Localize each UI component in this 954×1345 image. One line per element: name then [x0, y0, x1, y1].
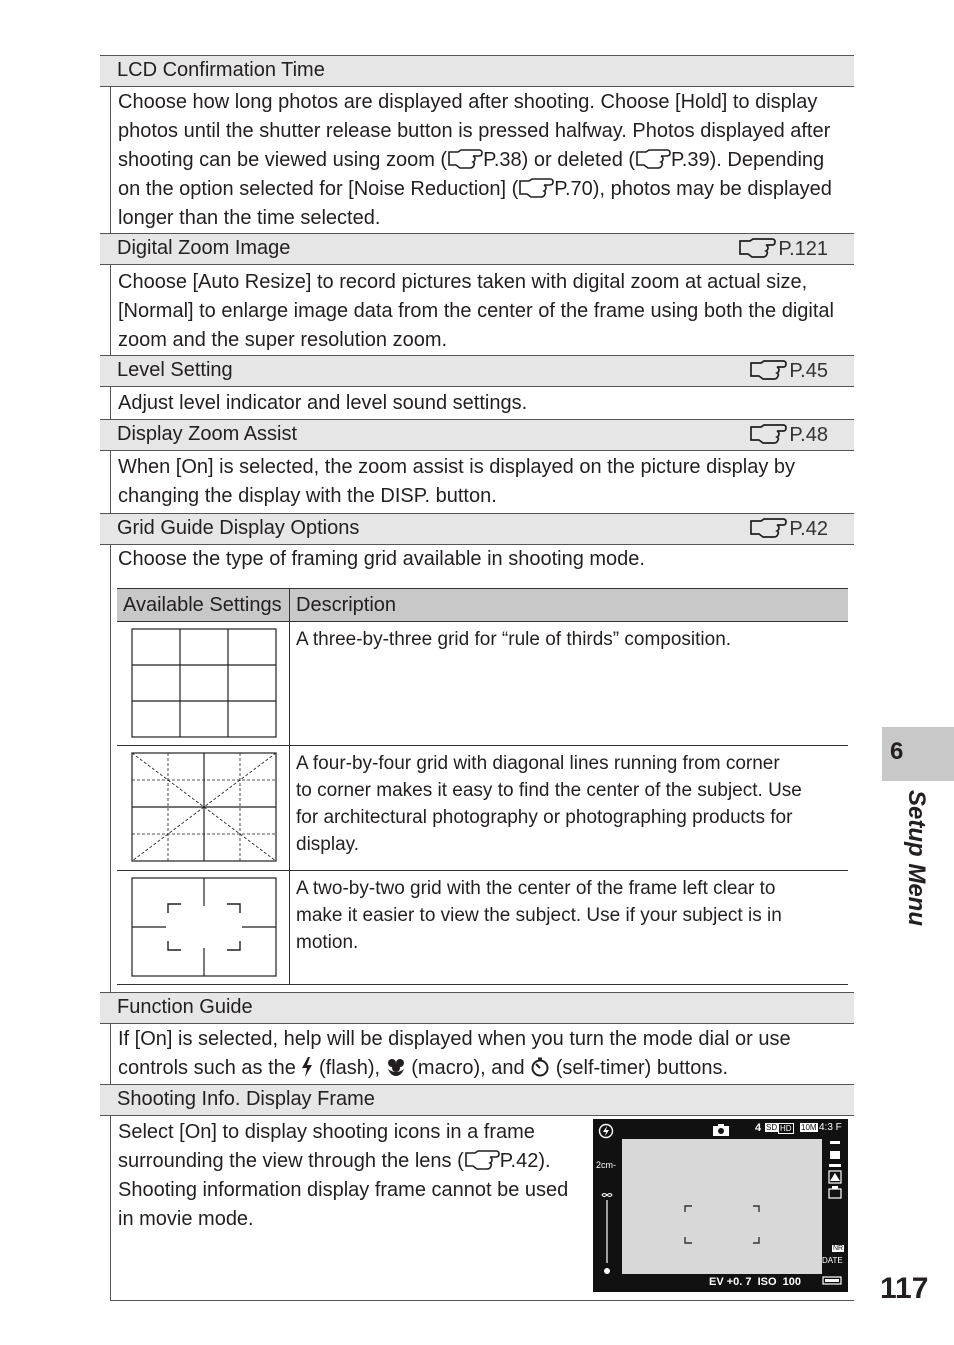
section-text [118, 88, 854, 233]
text-line: [Normal] to enlarge image data from the center of the frame using both the digital [118, 300, 834, 322]
chapter-title: Setup Menu [903, 790, 930, 926]
description-cell [290, 622, 849, 746]
camera-mode-icon [712, 1123, 730, 1137]
pointing-hand-icon [749, 517, 787, 539]
date-imprint-label: DATE [822, 1256, 843, 1265]
text-line: changing the display with the DISP. button. [118, 485, 497, 507]
status-icons-column [826, 1139, 844, 1219]
grid-preview-cell [117, 746, 290, 871]
text-line: Choose how long photos are displayed after shooting. Choose [Hold] to display [118, 91, 818, 113]
page-number: 117 [880, 1272, 929, 1305]
section-body-level-setting [110, 387, 854, 419]
section-body-function-guide [110, 1024, 854, 1084]
text-line: Select [On] to display shooting icons in a frame [118, 1121, 535, 1143]
column-header-description: Description [290, 589, 849, 622]
text-run: P.38) or deleted ( [483, 149, 636, 171]
section-header-grid-guide-display-options [100, 513, 854, 545]
text-run: P.70), photos may be displayed [554, 178, 832, 200]
self-timer-icon [530, 1057, 550, 1077]
section-header-display-zoom-assist [100, 419, 854, 451]
section-body-lcd-confirmation-time [110, 87, 854, 233]
page-reference[interactable] [749, 423, 828, 447]
grid-preview-cell [117, 622, 290, 746]
text-line: Choose the type of framing grid available in shooting mode. [118, 548, 645, 570]
section-text [118, 389, 854, 418]
text-line: for architectural photography or photographing products for [296, 807, 793, 828]
memory-badge: SD [766, 1123, 778, 1132]
page-reference[interactable] [749, 359, 828, 383]
focus-frame-icon [622, 1139, 822, 1274]
macro-flower-icon [386, 1057, 406, 1077]
pointing-hand-icon [635, 149, 671, 169]
reference-page: P.48 [789, 424, 828, 446]
text-line: to corner makes it easy to find the center of the subject. Use [296, 780, 802, 801]
remaining-shots-count: 4 [755, 1122, 762, 1134]
text-line [118, 146, 854, 175]
grid-3x3-icon [131, 628, 277, 738]
table-header-row [117, 589, 848, 622]
reference-page: P.42 [789, 518, 828, 540]
text-run: on the option selected for [Noise Reduction] ( [118, 178, 519, 200]
pointing-hand-icon [518, 178, 554, 198]
text-line: If [On] is selected, help will be displayed when you turn the mode dial or use [118, 1028, 791, 1050]
text-line: zoom and the super resolution zoom. [118, 329, 448, 351]
pointing-hand-icon [464, 1150, 500, 1170]
section-body-digital-zoom-image [110, 265, 854, 355]
text-line: Choose [Auto Resize] to record pictures taken with digital zoom at actual size, [118, 271, 808, 293]
text-line: display. [296, 834, 360, 855]
battery-icon [821, 1267, 843, 1289]
reference-page: P.45 [789, 360, 828, 382]
page-reference[interactable] [749, 517, 828, 541]
text-run: shooting can be viewed using zoom ( [118, 149, 448, 171]
section-title: Display Zoom Assist [117, 423, 298, 445]
text-run: controls such as the [118, 1057, 302, 1079]
section-header-shooting-info-display-frame [100, 1084, 854, 1116]
text-line: A three-by-three grid for “rule of thirds” composition. [296, 629, 732, 650]
flash-mode-icon [598, 1123, 614, 1139]
text-line [118, 175, 854, 204]
description-cell [290, 746, 849, 871]
description-cell [290, 871, 849, 985]
pointing-hand-icon [738, 237, 776, 259]
text-line: When [On] is selected, the zoom assist is displayed on the picture display by [118, 456, 796, 478]
column-header-available-settings: Available Settings [117, 589, 290, 622]
macro-distance-label: 2cm- [596, 1160, 616, 1170]
section-header-level-setting [100, 355, 854, 387]
text-line: A two-by-two grid with the center of the frame left clear to [296, 878, 776, 899]
section-text [118, 453, 854, 511]
status-icons [826, 1139, 844, 1219]
text-line: photos until the shutter release button is pressed halfway. Photos displayed after [118, 120, 831, 142]
section-title: Grid Guide Display Options [117, 517, 360, 539]
pointing-hand-icon [749, 423, 787, 445]
grid-4x4-diagonal-icon [131, 752, 277, 862]
text-run: surrounding the view through the lens ( [118, 1150, 464, 1172]
section-title: Shooting Info. Display Frame [117, 1088, 375, 1110]
flash-icon [301, 1057, 313, 1077]
section-title: Digital Zoom Image [117, 237, 291, 259]
text-run: (self-timer) buttons. [550, 1057, 728, 1079]
text-line: in movie mode. [118, 1208, 254, 1230]
pointing-hand-icon [447, 149, 483, 169]
section-text [118, 268, 854, 355]
text-line: longer than the time selected. [118, 207, 381, 229]
text-line: Shooting information display frame cannot be used [118, 1179, 569, 1201]
text-run: (flash), [313, 1057, 386, 1079]
grid-2x2-center-clear-icon [131, 877, 277, 977]
text-line: A four-by-four grid with diagonal lines running from corner [296, 753, 780, 774]
section-header-lcd-confirmation-time [100, 55, 854, 87]
aspect-ratio-label: 4:3 F [819, 1122, 842, 1133]
text-run: (macro), and [405, 1057, 531, 1079]
section-header-digital-zoom-image [100, 233, 854, 265]
camera-display-illustration [593, 1119, 848, 1292]
grid-preview-cell [117, 871, 290, 985]
text-run: P.39). Depending [671, 149, 825, 171]
text-line [118, 1054, 854, 1083]
reference-page: P.121 [778, 238, 828, 260]
size-badge: 10M [801, 1123, 817, 1132]
section-title: LCD Confirmation Time [117, 59, 325, 81]
text-line: Adjust level indicator and level sound settings. [118, 392, 528, 414]
grid-options-table [117, 588, 848, 985]
text-line: motion. [296, 932, 359, 953]
chapter-number: 6 [890, 738, 904, 765]
section-title: Level Setting [117, 359, 233, 381]
section-body-display-zoom-assist [110, 451, 854, 513]
pointing-hand-icon [749, 359, 787, 381]
text-line: make it easier to view the subject. Use if your subject is in [296, 905, 782, 926]
page-reference[interactable] [738, 237, 828, 261]
zoom-bar-icon [599, 1187, 615, 1277]
text-run: P.42). [499, 1150, 551, 1172]
table-row [117, 622, 848, 746]
noise-reduction-label: NR [833, 1245, 844, 1252]
section-text [118, 1025, 854, 1083]
section-title: Function Guide [117, 996, 253, 1018]
camera-view-area [622, 1139, 822, 1274]
table-row [117, 871, 848, 985]
table-row [117, 746, 848, 871]
section-header-function-guide [100, 992, 854, 1024]
exposure-iso-readout: EV +0. 7 ISO 100 [709, 1276, 802, 1288]
section-text [118, 545, 854, 574]
quality-badge: HD [780, 1124, 792, 1133]
